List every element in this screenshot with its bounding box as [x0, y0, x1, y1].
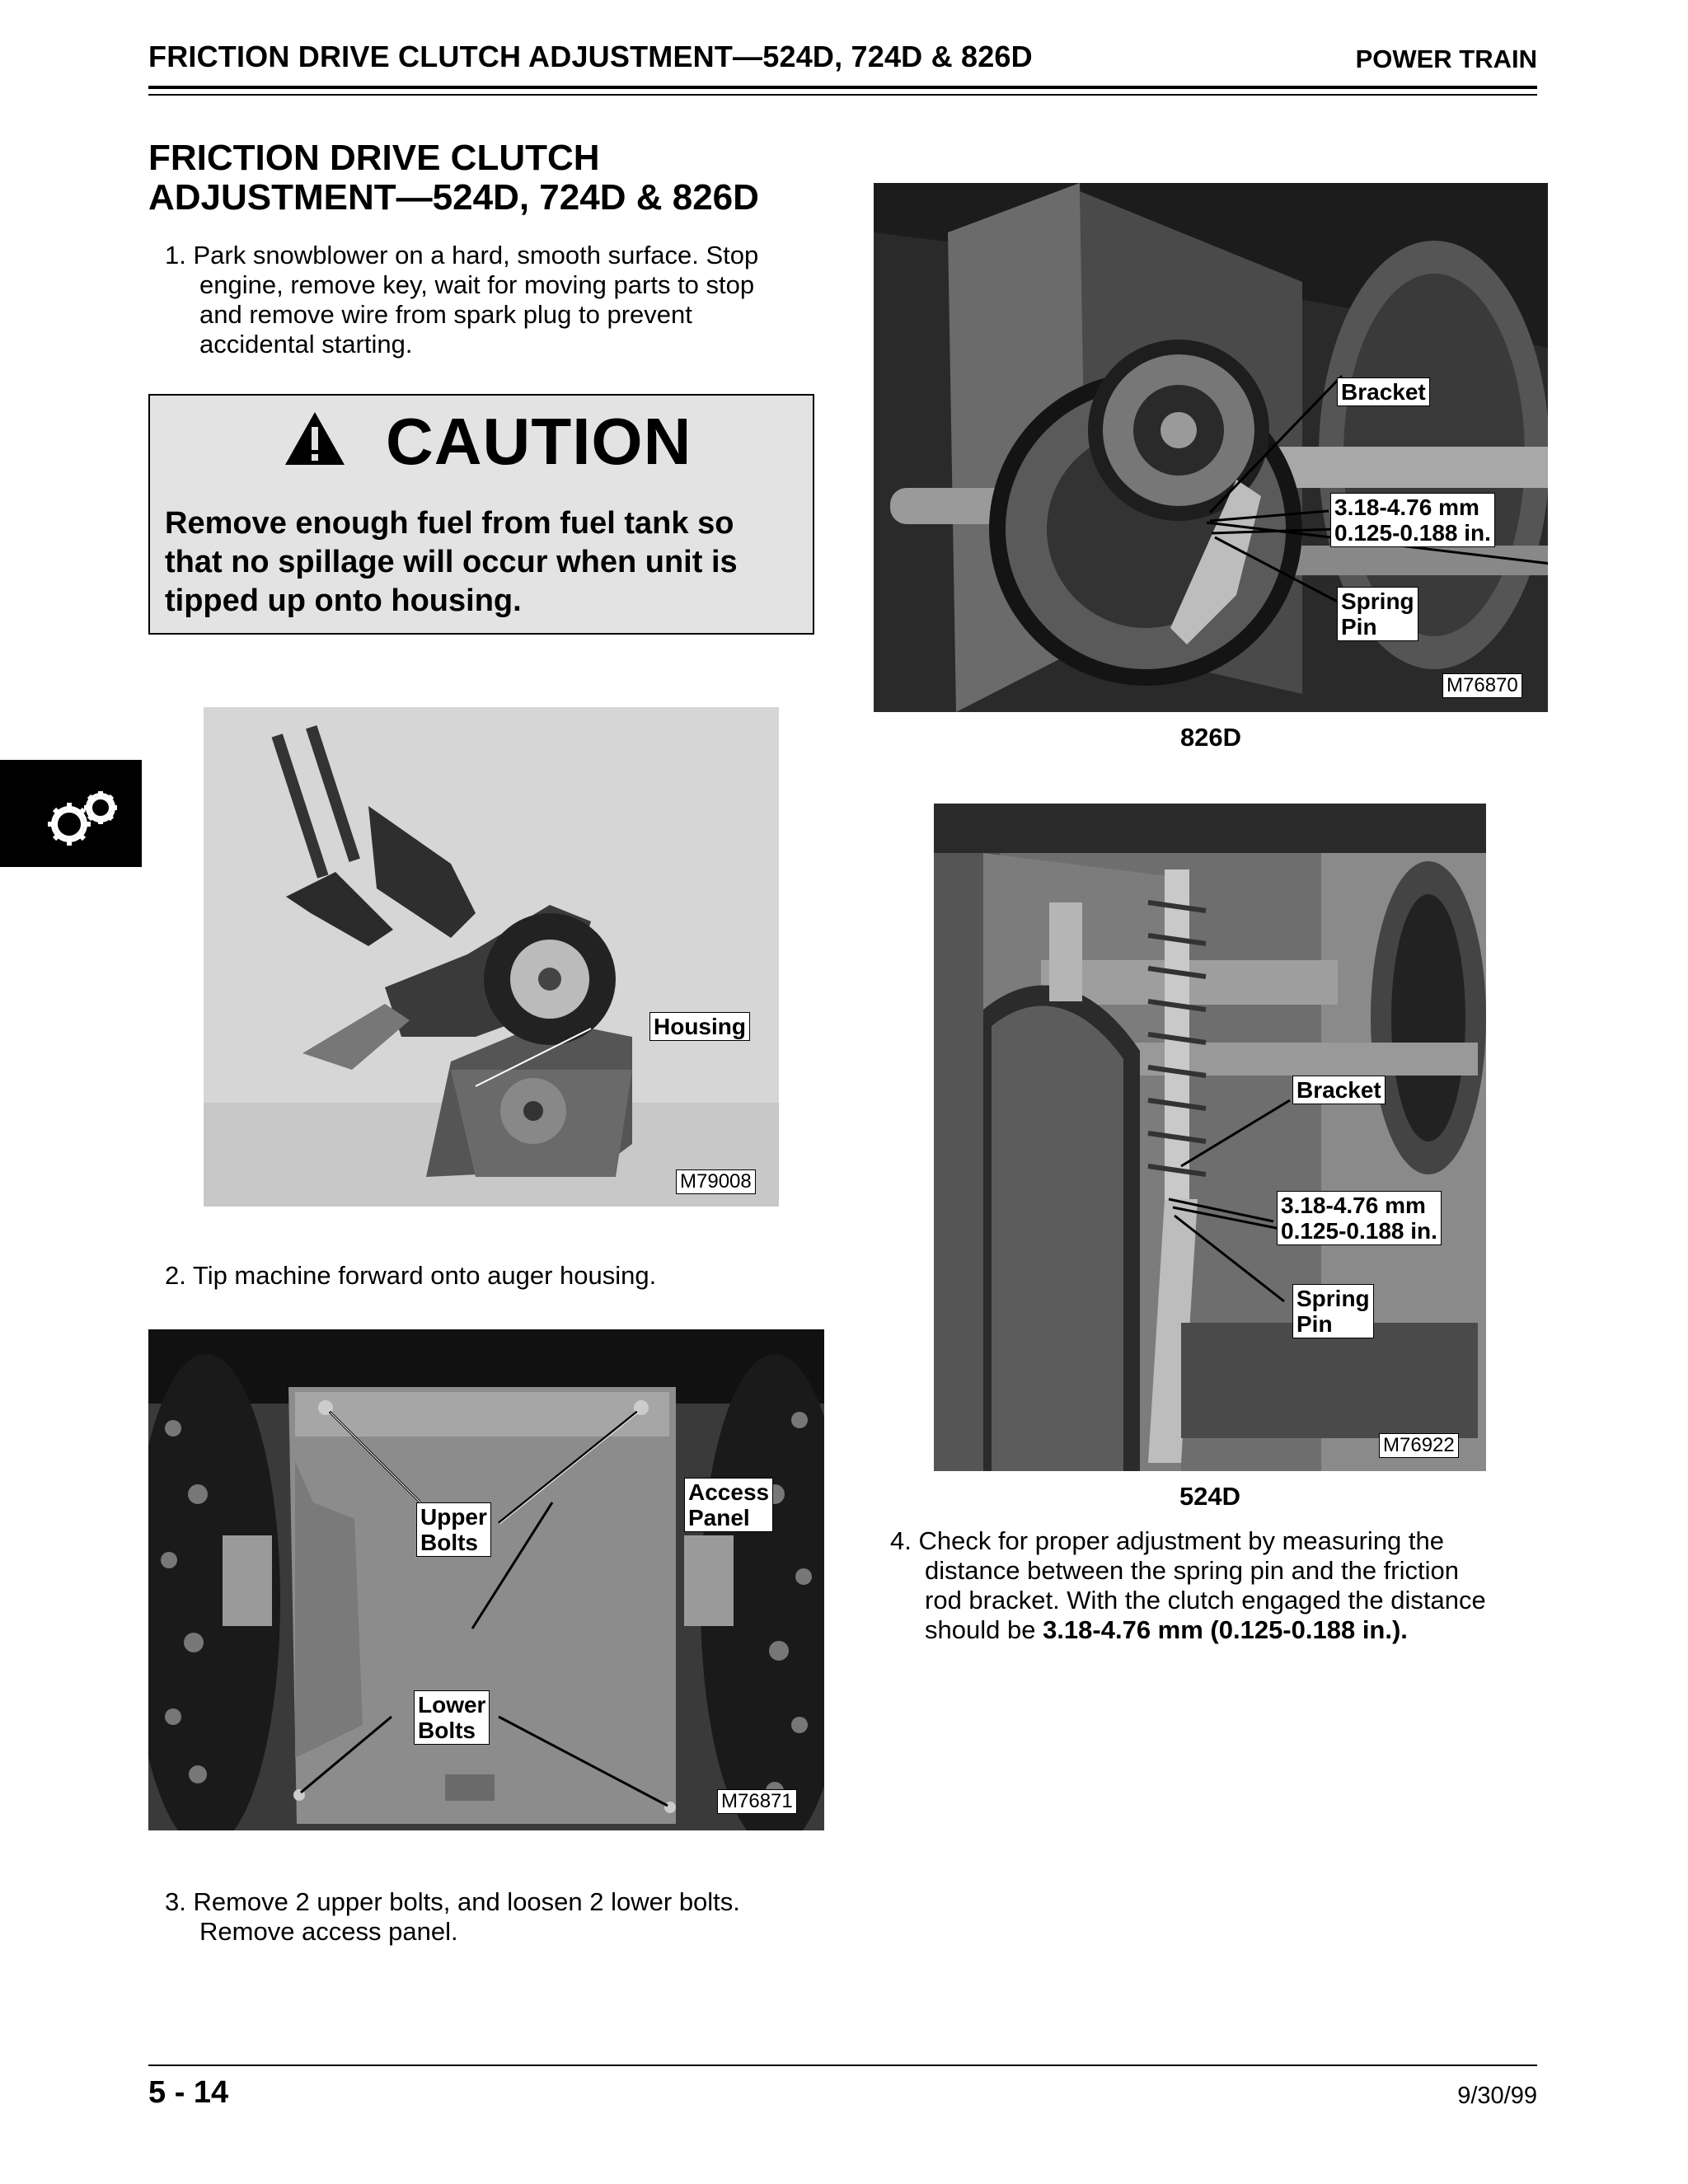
callout-spring-pin-524d — [1292, 1284, 1374, 1338]
caution-line: Remove enough fuel from fuel tank so — [165, 506, 734, 541]
caution-line: that no spillage will occur when unit is — [165, 545, 738, 579]
callout-line: Spring — [1341, 588, 1414, 614]
step-4-spec: 3.18-4.76 mm (0.125-0.188 in.). — [1043, 1615, 1408, 1644]
callout-line: Panel — [688, 1505, 750, 1530]
figure-number: M79008 — [676, 1169, 756, 1194]
caution-line: tipped up onto housing. — [165, 583, 522, 618]
step-2 — [165, 1261, 824, 1291]
step-4-line: 4. Check for proper adjustment by measuring the — [890, 1526, 1445, 1555]
footer-rule — [148, 2064, 1537, 2066]
callout-line: Spring — [1296, 1286, 1370, 1311]
photo-snowblower-tipped — [204, 707, 779, 1207]
callout-spring-pin-826d — [1337, 587, 1418, 641]
figure-number: M76922 — [1379, 1433, 1459, 1458]
callout-line: Pin — [1341, 614, 1377, 640]
callout-gap-524d — [1277, 1191, 1442, 1245]
step-1-line: accidental starting. — [199, 330, 413, 359]
figure-number: M76871 — [717, 1789, 797, 1814]
callout-line: Pin — [1296, 1311, 1333, 1337]
figure-caption-826d: 826D — [1179, 723, 1242, 752]
header-rule-top — [148, 86, 1537, 89]
callout-upper-bolts — [416, 1502, 491, 1557]
page-number: 5 - 14 — [148, 2075, 229, 2110]
photo-826d-clutch — [874, 183, 1548, 712]
callout-line: 3.18-4.76 mm — [1281, 1193, 1426, 1218]
gears-icon — [0, 760, 142, 867]
warning-triangle-icon — [284, 410, 346, 471]
step-3-line: 3. Remove 2 upper bolts, and loosen 2 lower bolts. — [165, 1887, 740, 1916]
chapter-tab — [0, 760, 142, 867]
callout-line: 3.18-4.76 mm — [1334, 494, 1479, 520]
callout-bracket-826d: Bracket — [1337, 377, 1430, 406]
header-rule-bottom — [148, 94, 1537, 96]
step-2-line: 2. Tip machine forward onto auger housing. — [165, 1261, 657, 1290]
step-3-line: Remove access panel. — [199, 1917, 458, 1946]
step-4-line: rod bracket. With the clutch engaged the distance — [925, 1586, 1486, 1615]
callout-line: 0.125-0.188 in. — [1334, 520, 1491, 546]
section-heading — [148, 138, 874, 218]
step-1-line: engine, remove key, wait for moving parts to stop — [199, 270, 755, 299]
section-heading-line2: ADJUSTMENT—524D, 724D & 826D — [148, 177, 759, 218]
running-header-title: FRICTION DRIVE CLUTCH ADJUSTMENT—524D, 724D & 826D — [148, 40, 1033, 73]
running-header-section: POWER TRAIN — [1355, 45, 1537, 73]
callout-line: Bolts — [420, 1530, 478, 1555]
callout-line: Upper — [420, 1504, 487, 1530]
callout-line: Access — [688, 1479, 770, 1505]
step-1-line: and remove wire from spark plug to prevent — [199, 300, 692, 329]
step-4-line: distance between the spring pin and the friction — [925, 1556, 1459, 1585]
step-4 — [890, 1526, 1550, 1645]
callout-line: Bolts — [418, 1718, 476, 1743]
caution-heading: CAUTION — [386, 405, 692, 478]
callout-housing: Housing — [649, 1012, 750, 1041]
caution-message — [165, 504, 808, 621]
figure-caption-524d: 524D — [1179, 1482, 1241, 1511]
step-4-text: should be — [925, 1615, 1043, 1644]
callout-line: Lower — [418, 1692, 486, 1718]
step-1 — [165, 241, 824, 359]
section-heading-line1: FRICTION DRIVE CLUTCH — [148, 138, 600, 178]
callout-lower-bolts — [414, 1690, 490, 1745]
step-3 — [165, 1887, 824, 1947]
callout-gap-826d — [1330, 493, 1495, 547]
photo-access-panel — [148, 1329, 824, 1830]
photo-524d-clutch — [934, 804, 1486, 1471]
callout-access-panel — [684, 1478, 773, 1532]
step-1-line: 1. Park snowblower on a hard, smooth surface. Stop — [165, 241, 759, 269]
callout-bracket-524d: Bracket — [1292, 1076, 1386, 1104]
step-4-line-last — [890, 1615, 1550, 1645]
callout-line: 0.125-0.188 in. — [1281, 1218, 1437, 1244]
revision-date: 9/30/99 — [1457, 2083, 1537, 2109]
figure-number: M76870 — [1442, 673, 1522, 698]
